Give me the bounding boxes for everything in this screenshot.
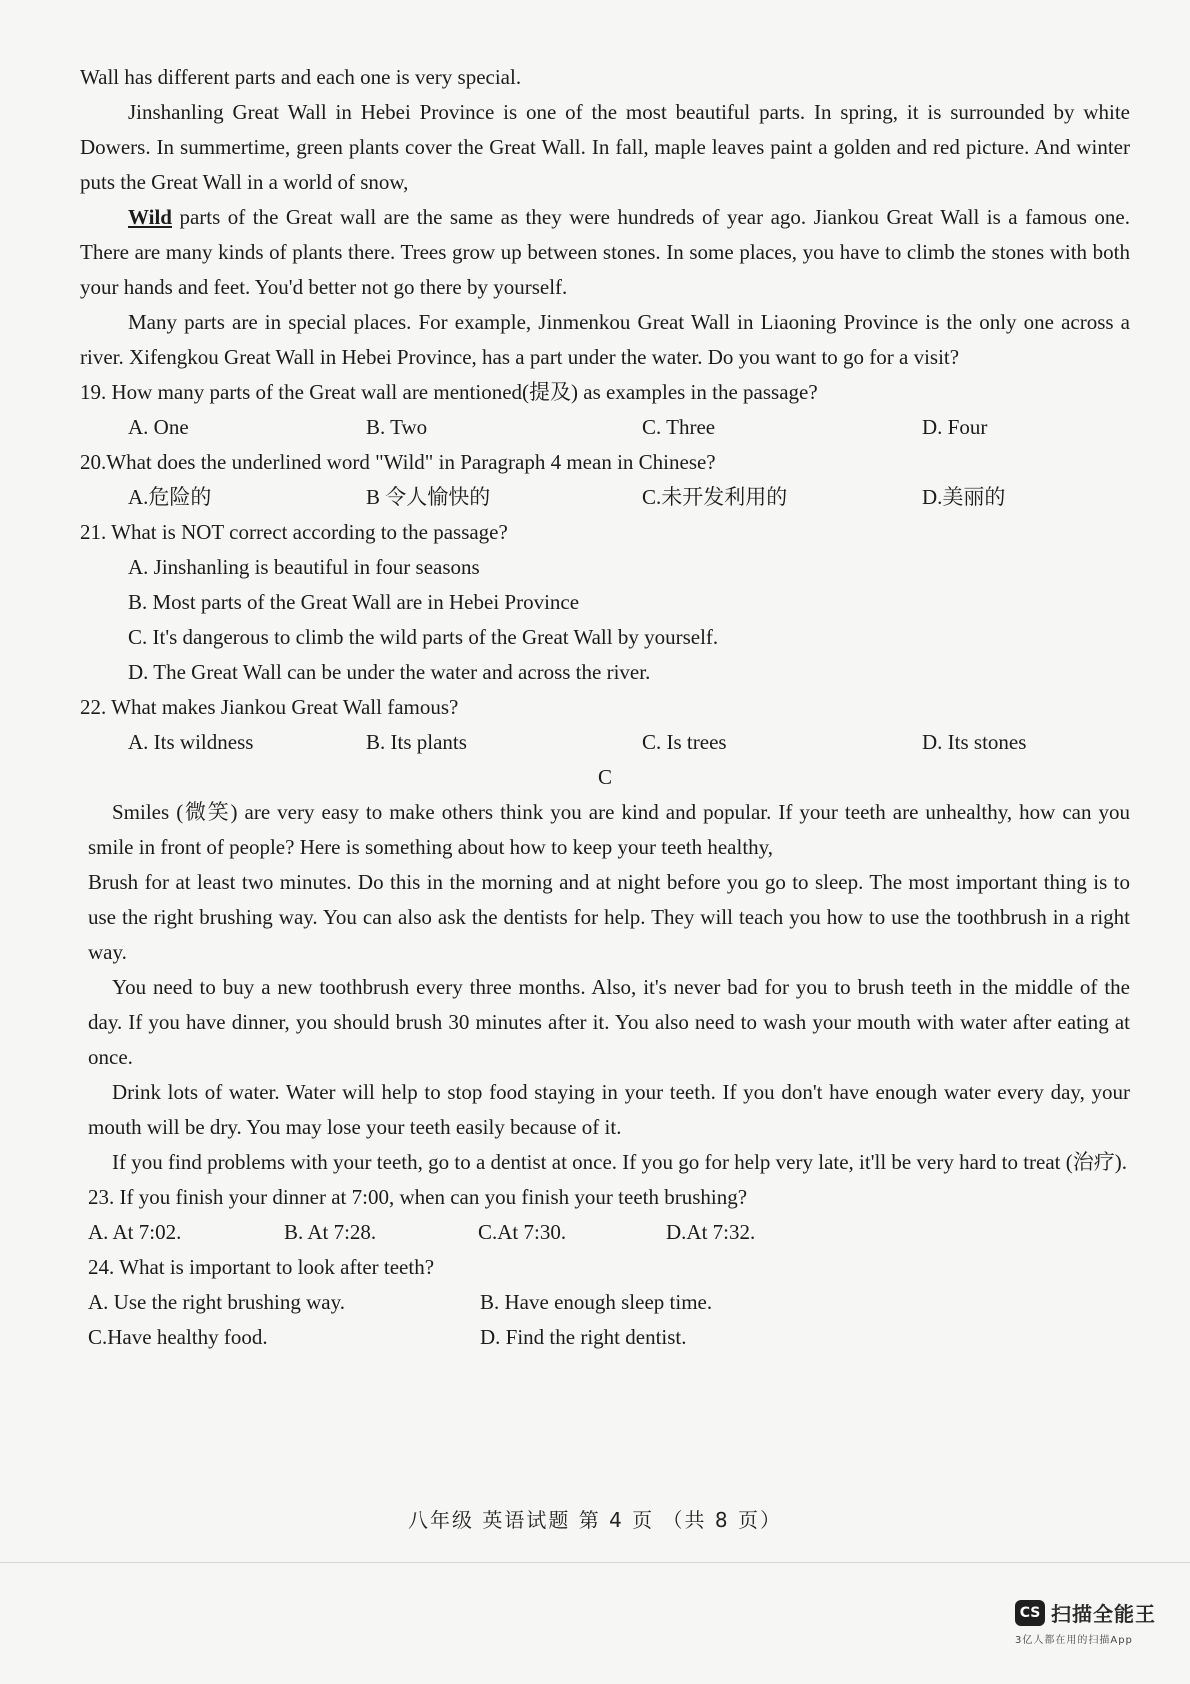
option-d: D. Find the right dentist.: [480, 1325, 687, 1349]
question-21: [80, 515, 1130, 690]
option-c: C. Is trees: [642, 730, 727, 754]
option-d: D. Its stones: [922, 730, 1027, 754]
passage-c: [80, 795, 1130, 1180]
watermark-app-name: 扫描全能王: [1051, 1602, 1156, 1626]
question-stem: 19. How many parts of the Great wall are mentioned(提及) as examples in the passage?: [80, 380, 818, 404]
passage-paragraph: Smiles (微笑) are very easy to make others think you are kind and popular. If your teeth are unhealthy, how can you smile in front of people? Here is something about how to keep your teeth healthy,: [88, 800, 1130, 859]
option-a: A. One: [128, 415, 189, 439]
option-c: C. It's dangerous to climb the wild parts of the Great Wall by yourself.: [128, 625, 719, 649]
option-b: B 令人愉快的: [366, 485, 491, 509]
option-d: D.At 7:32.: [666, 1220, 756, 1244]
option-d: D. The Great Wall can be under the water and across the river.: [128, 660, 651, 684]
passage-text: parts of the Great wall are the same as they were hundreds of year ago. Jiankou Great Wall is a famous one. There are many kinds of plants there. Trees grow up between stones. In some places, you have to climb the stones with both your hands and feet. You'd better not go there by yourself.: [80, 205, 1130, 299]
passage-paragraph: Drink lots of water. Water will help to stop food staying in your teeth. If you don't have enough water every day, your mouth will be dry. You may lose your teeth easily because of it.: [88, 1080, 1130, 1139]
question-stem: 22. What makes Jiankou Great Wall famous?: [80, 695, 459, 719]
option-a: A. Its wildness: [128, 730, 254, 754]
option-c: C.At 7:30.: [478, 1220, 567, 1244]
question-stem: 24. What is important to look after teeth?: [88, 1255, 435, 1279]
section-heading: C: [597, 765, 612, 789]
option-b: B. Its plants: [366, 730, 467, 754]
option-d: D.美丽的: [922, 485, 1006, 509]
answer-options: [80, 480, 1130, 515]
passage-paragraph: Many parts are in special places. For example, Jinmenkou Great Wall in Liaoning Province is the only one across a river. Xifengkou Great Wall in Hebei Province, has a part under the water. Do you want to go for a visit?: [80, 310, 1130, 369]
question-stem: 20.What does the underlined word "Wild" in Paragraph 4 mean in Chinese?: [80, 450, 716, 474]
passage-paragraph: Brush for at least two minutes. Do this in the morning and at night before you go to sleep. The most important thing is to use the right brushing way. You can also ask the dentists for help. They will teach you how to use the toothbrush in a right way.: [88, 870, 1130, 964]
answer-options: [80, 410, 1130, 445]
option-b: B. At 7:28.: [284, 1220, 377, 1244]
option-c: C.未开发利用的: [642, 485, 788, 509]
question-stem: 21. What is NOT correct according to the passage?: [80, 520, 508, 544]
underlined-word: Wild: [128, 205, 172, 229]
option-b: B. Have enough sleep time.: [480, 1290, 713, 1314]
passage-paragraph: If you find problems with your teeth, go to a dentist at once. If you go for help very late, it'll be very hard to treat (治疗).: [112, 1150, 1128, 1174]
answer-options: [80, 1320, 1130, 1355]
option-b: B. Two: [366, 415, 428, 439]
option-a: A. Jinshanling is beautiful in four seasons: [128, 555, 480, 579]
option-c: C.Have healthy food.: [88, 1325, 268, 1349]
page-content: [80, 60, 1130, 1355]
option-c: C. Three: [642, 415, 716, 439]
question-20: [80, 445, 1130, 515]
camscanner-logo-icon: CS: [1015, 1600, 1045, 1626]
question-22: [80, 690, 1130, 760]
answer-options: [80, 1215, 1130, 1250]
answer-options: [80, 550, 1130, 690]
option-d: D. Four: [922, 415, 988, 439]
passage-paragraph: You need to buy a new toothbrush every three months. Also, it's never bad for you to brush teeth in the middle of the day. If you have dinner, you should brush 30 minutes after it. You also need to wash your mouth with water after eating at once.: [88, 975, 1130, 1069]
option-b: B. Most parts of the Great Wall are in Hebei Province: [128, 590, 580, 614]
answer-options: [80, 725, 1130, 760]
divider: [0, 1562, 1190, 1563]
question-stem: 23. If you finish your dinner at 7:00, when can you finish your teeth brushing?: [88, 1185, 748, 1209]
passage-paragraph: Wall has different parts and each one is very special.: [80, 65, 522, 89]
option-a: A.危险的: [128, 485, 212, 509]
answer-options: [80, 1285, 1130, 1320]
watermark-tagline: 3亿人都在用的扫描App: [1015, 1635, 1133, 1646]
question-19: [80, 375, 1130, 445]
scanner-watermark: [1015, 1598, 1156, 1646]
question-24: [80, 1250, 1130, 1355]
passage-paragraph: Jinshanling Great Wall in Hebei Province is one of the most beautiful parts. In spring, it is surrounded by white Dowers. In summertime, green plants cover the Great Wall. In fall, maple leaves paint a golden and red picture. And winter puts the Great Wall in a world of snow,: [80, 100, 1130, 194]
page-footer: 八年级 英语试题 第 4 页 （共 8 页）: [408, 1508, 782, 1532]
passage-paragraph: [80, 200, 1130, 305]
option-a: A. At 7:02.: [88, 1220, 182, 1244]
option-a: A. Use the right brushing way.: [88, 1290, 346, 1314]
question-23: [80, 1180, 1130, 1250]
